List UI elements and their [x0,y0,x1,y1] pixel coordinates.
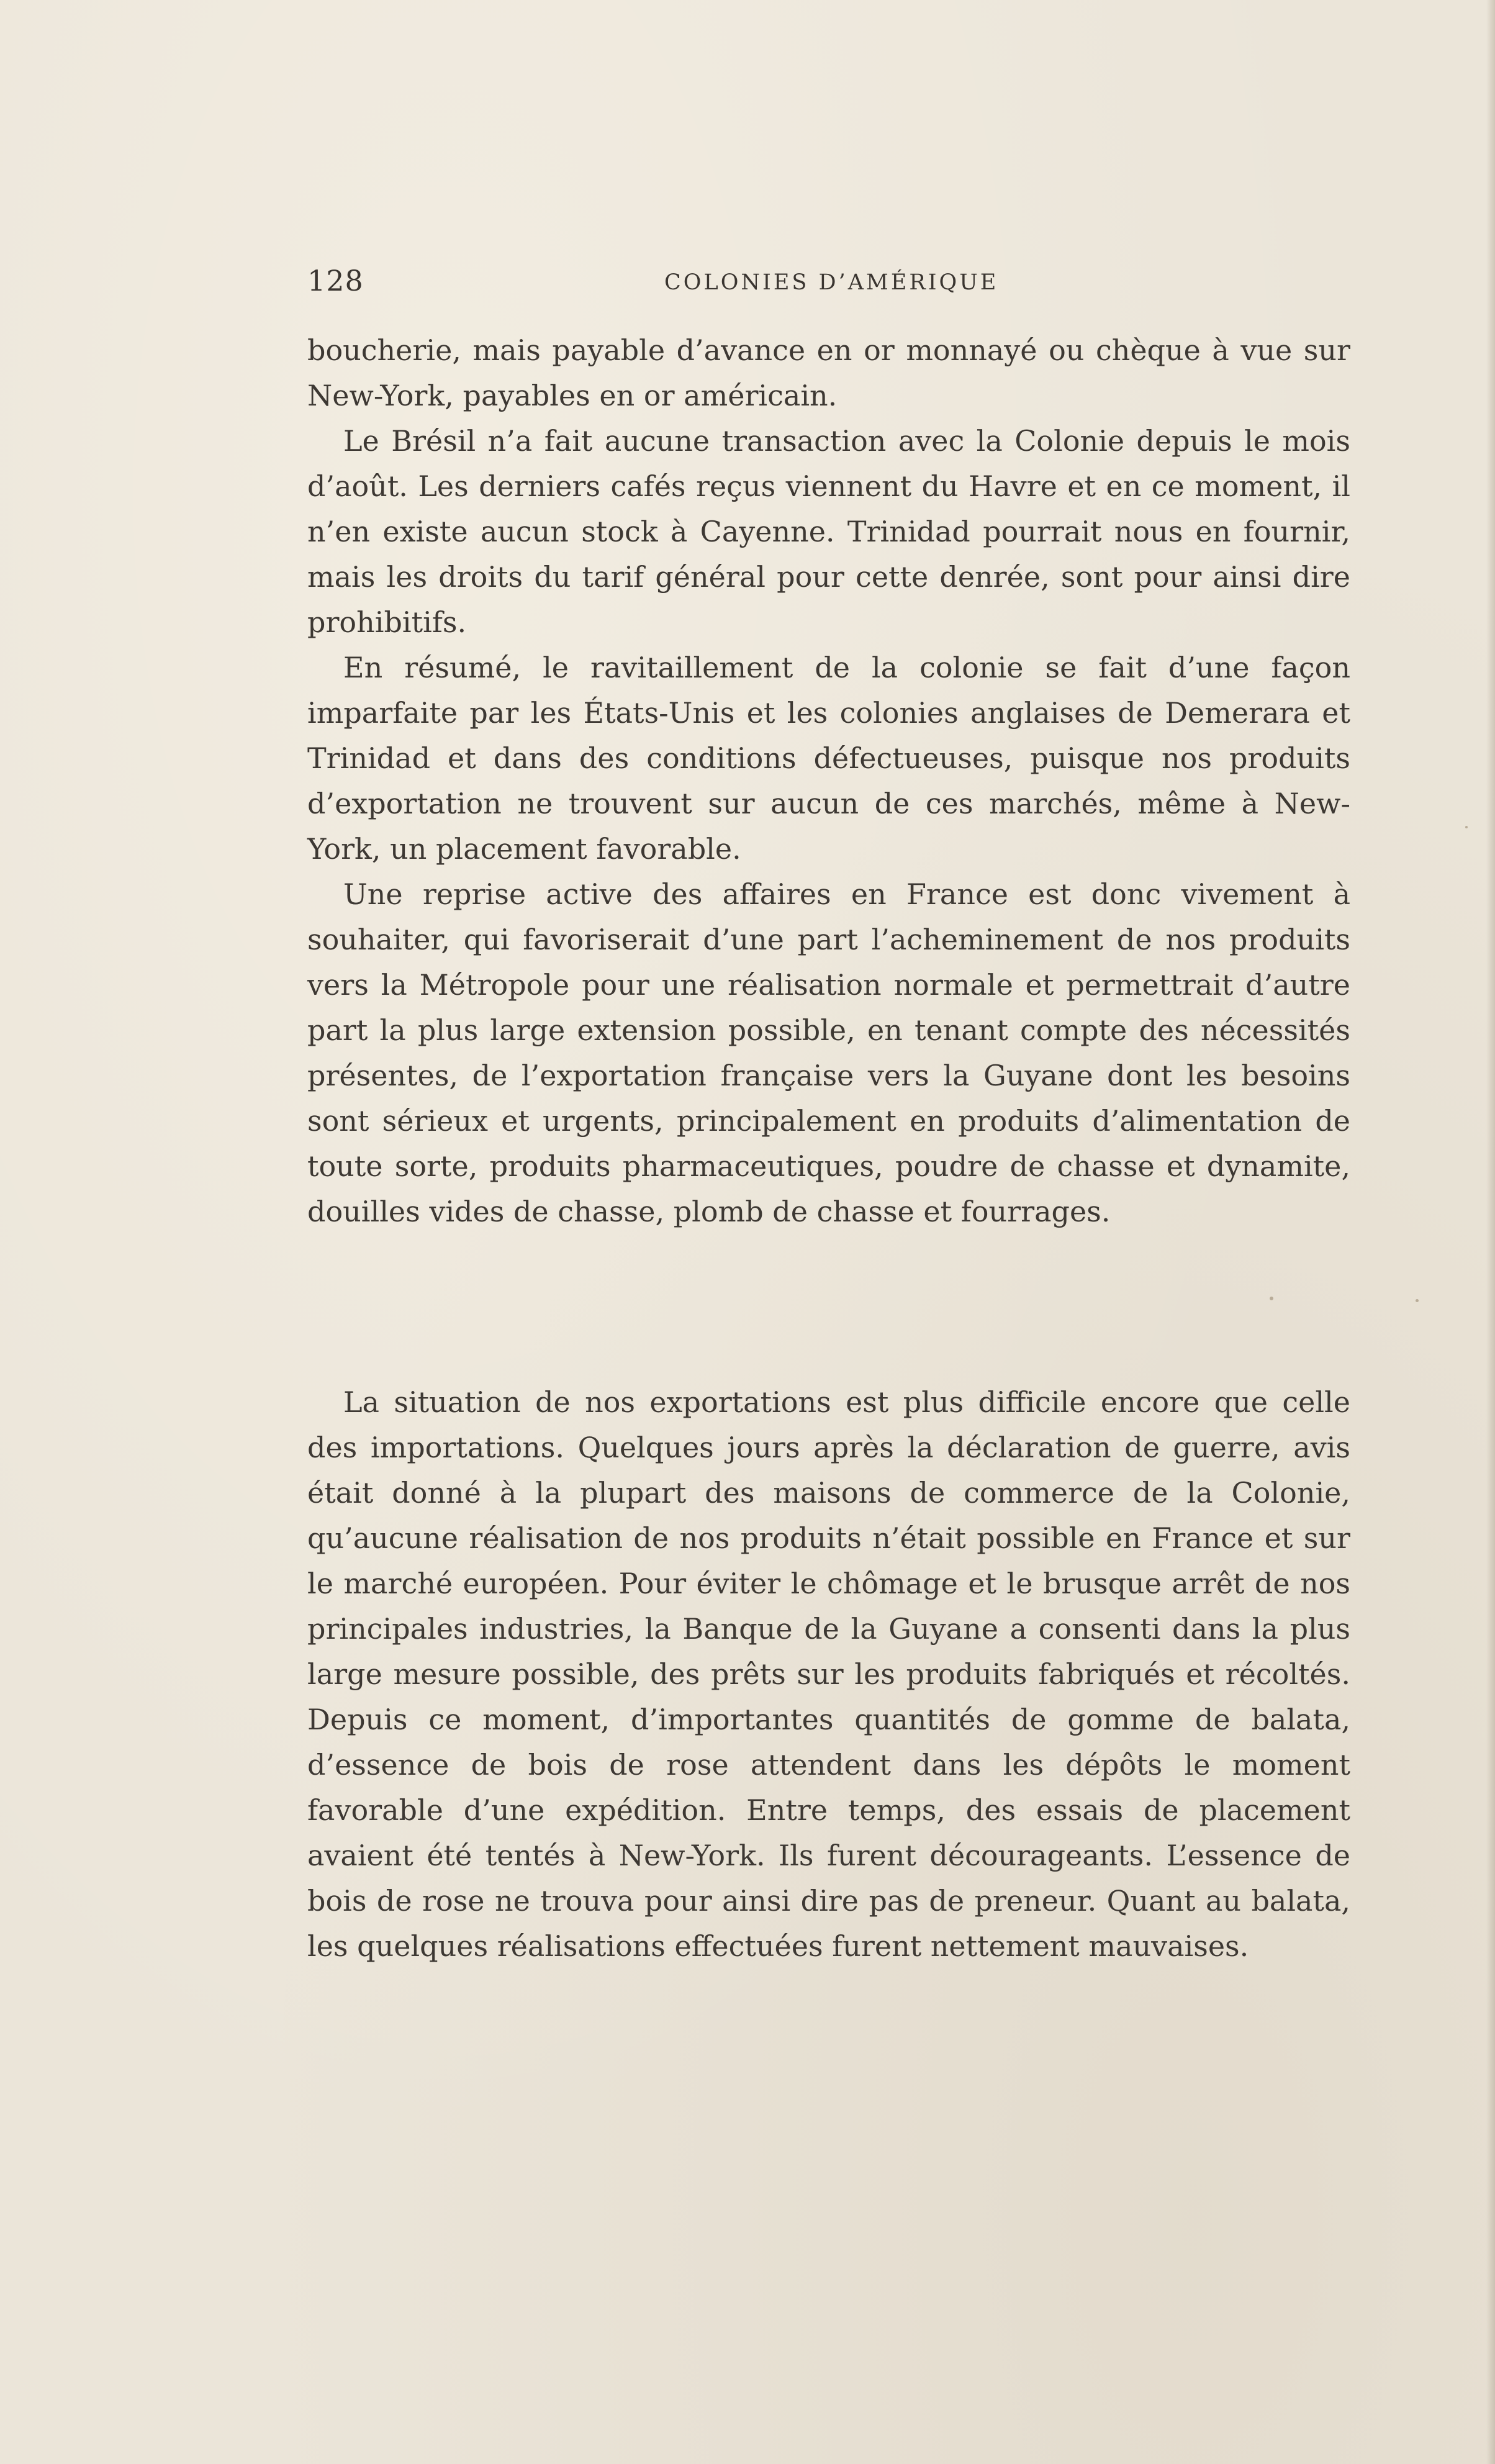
page-edge-shadow [1486,0,1495,2464]
paragraph-continuation: boucherie, mais payable d’avance en or monnayé ou chèque à vue sur New-York, payables en or américain. [307,333,1350,412]
paragraph-exportations: La situation de nos exportations est plus difficile encore que celle des importations. Quelques jours après la déclaration de guerre, avis était donné à la plupart des maisons de commerce de la Colonie, qu’aucune réalisation de nos produits n’était possible en France et sur le marché européen. Pour éviter le chômage et le brusque arrêt de nos principales industries, la Banque de la Guyane a consenti dans la plus large mesure possible, des prêts sur les produits fabriqués et récoltés. Depuis ce moment, d’importantes quantités de gomme de balata, d’essence de bois de rose attendent dans les dépôts le moment favorable d’une expédition. Entre temps, des essais de placement avaient été tentés à New-York. Ils furent décourageants. L’essence de bois de rose ne trouva pour ainsi dire pas de preneur. Quant au balata, les quelques réalisations effectuées furent nettement mauvaises. [307,1385,1350,1963]
running-title: COLONIES D’AMÉRIQUE [664,270,999,295]
paper-speck [1270,1297,1273,1300]
running-head [307,264,1350,307]
paragraph-reprise: Une reprise active des affaires en France est donc vivement à souhaiter, qui favoriserait d’une part l’acheminement de nos produits vers la Métropole pour une réalisation normale et permettrait d’autre part la plus large extension possible, en tenant compte des nécessités présentes, de l’exportation française vers la Guyane dont les besoins sont sérieux et urgents, principalement en produits d’alimentation de toute sorte, produits pharmaceutiques, poudre de chasse et dynamite, douilles vides de chasse, plomb de chasse et fourrages. [307,877,1350,1228]
paragraph-bresil: Le Brésil n’a fait aucune transaction avec la Colonie depuis le mois d’août. Les derniers cafés reçus viennent du Havre et en ce moment, il n’en existe aucun stock à Cayenne. Trinidad pourrait nous en fournir, mais les droits du tarif général pour cette denrée, sont pour ainsi dire prohibitifs. [307,424,1350,639]
page-number: 128 [307,264,364,297]
paper-speck [1416,1299,1419,1302]
body-text-lower [307,1380,1350,1969]
paper-speck [1465,826,1468,828]
body-text-upper [307,328,1350,1234]
paragraph-resume: En résumé, le ravitaillement de la colonie se fait d’une façon imparfaite par les États-Unis et les colonies anglaises de Demerara et Trinidad et dans des conditions défectueuses, puisque nos produits d’exportation ne trouvent sur aucun de ces marchés, même à New-York, un placement favorable. [307,651,1350,866]
